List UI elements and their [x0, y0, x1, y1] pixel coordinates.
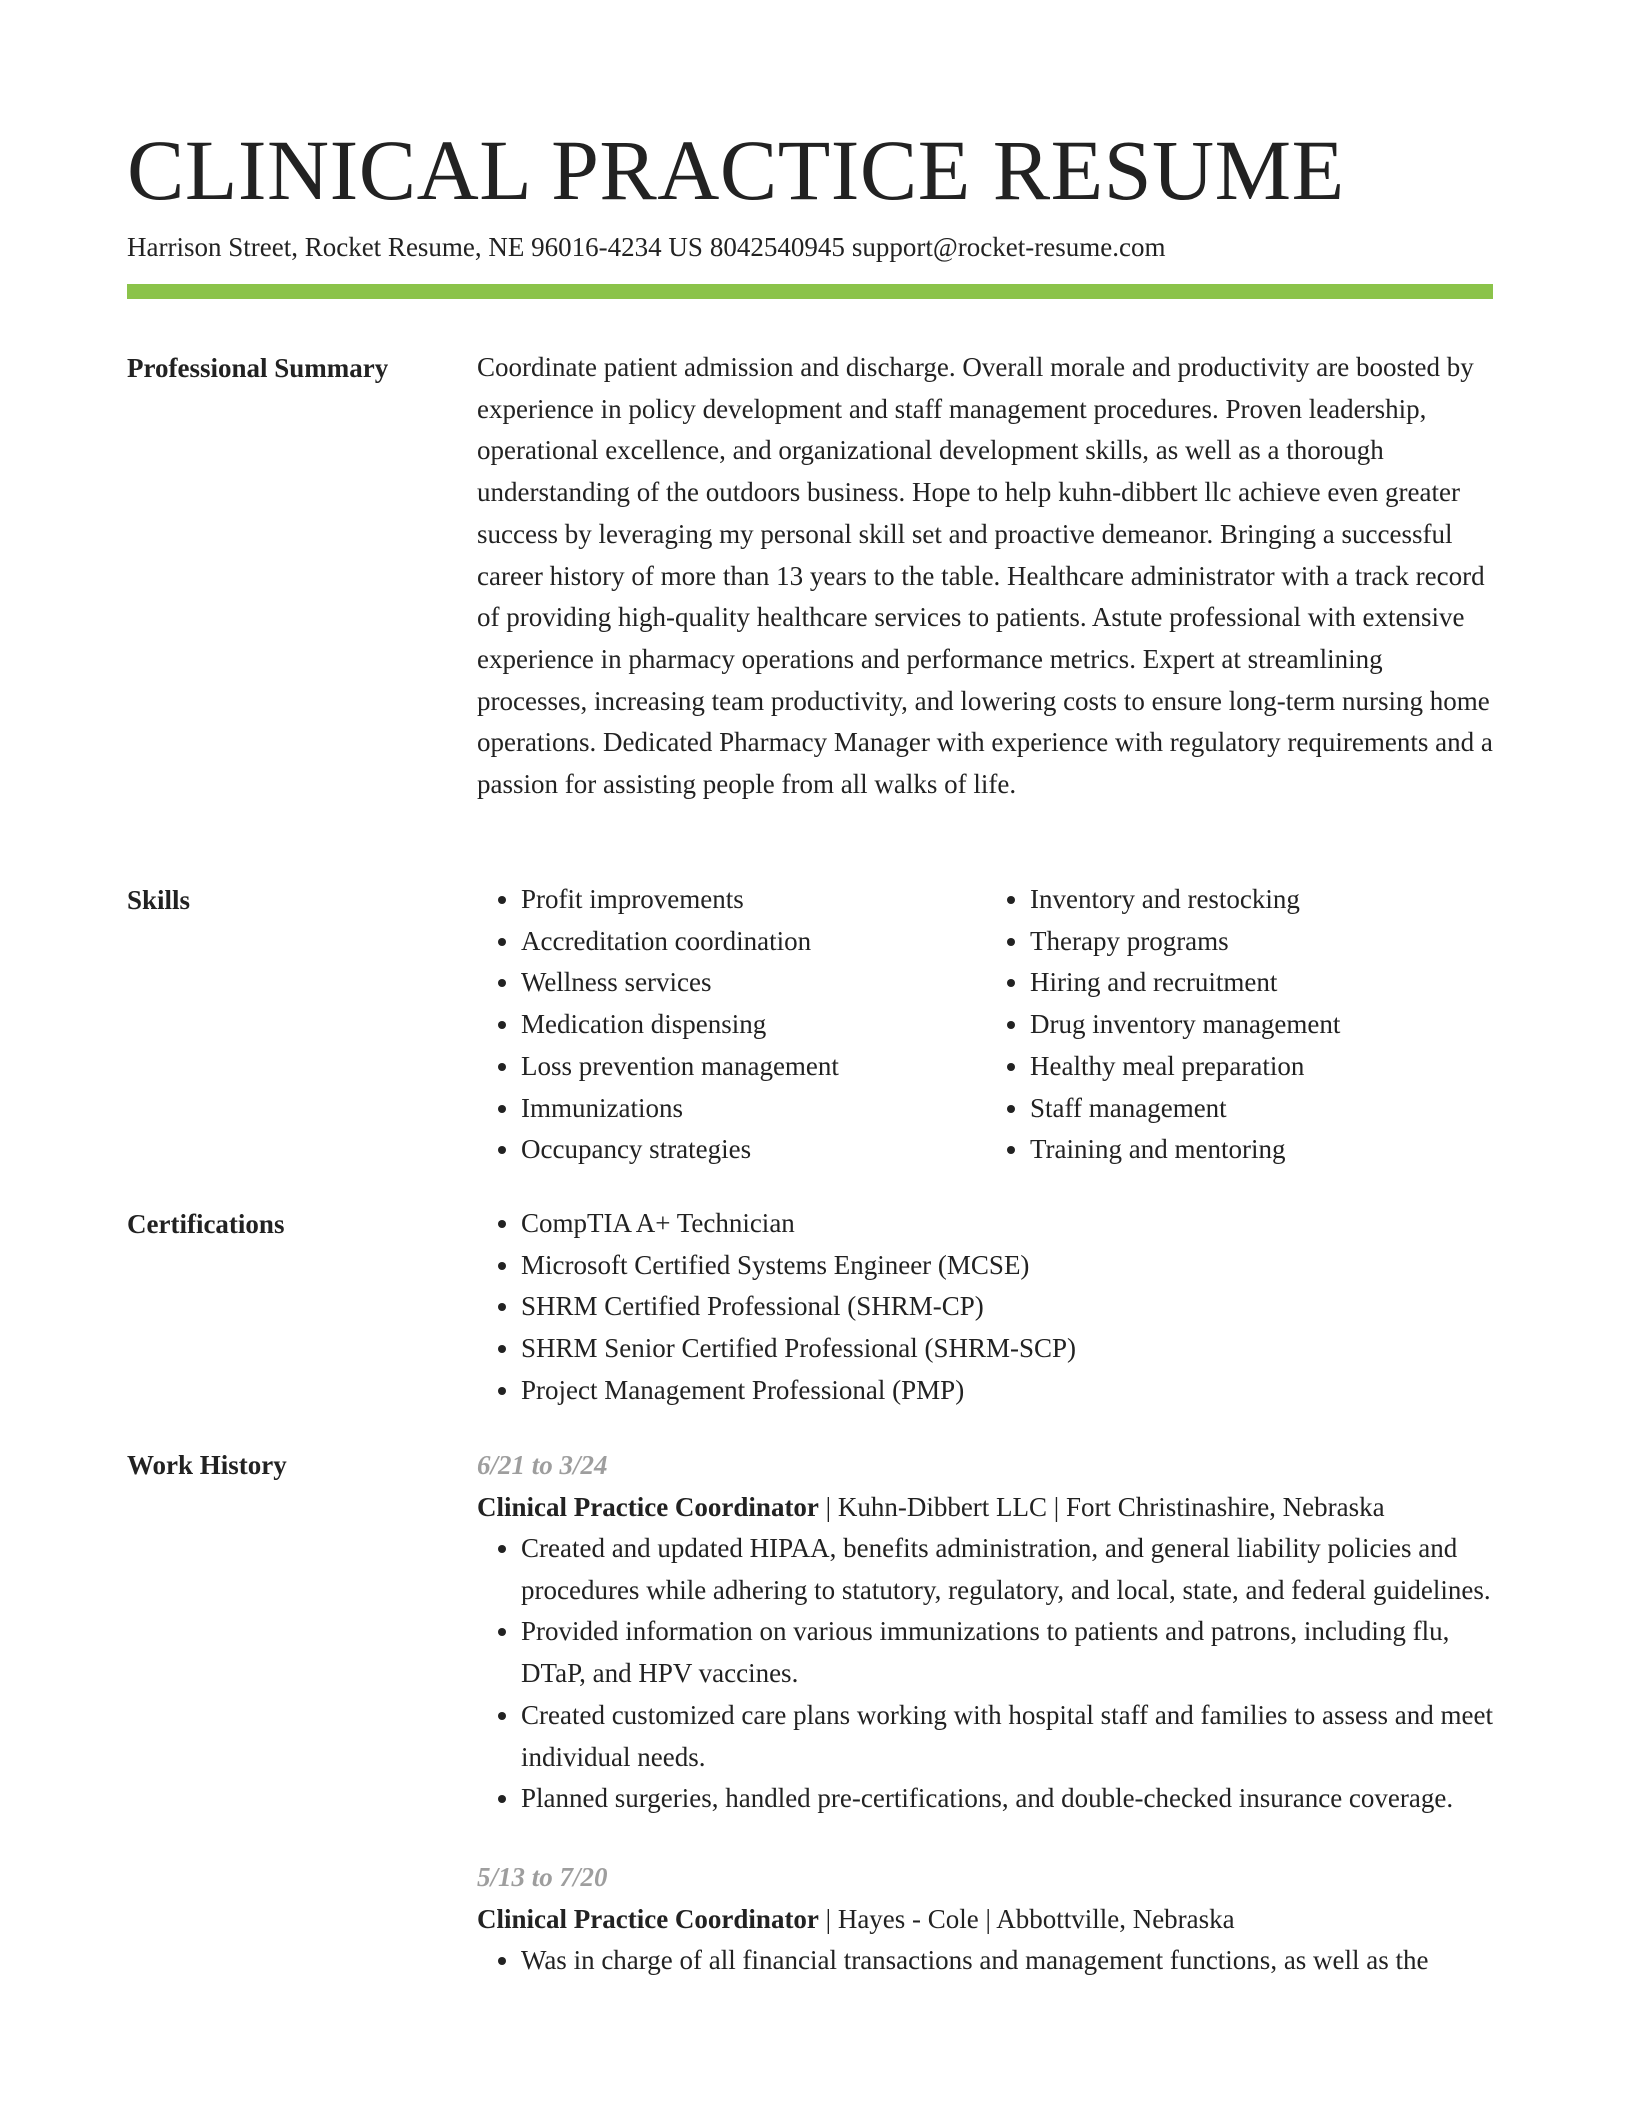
accent-divider — [127, 284, 1493, 299]
list-item: • Created and updated HIPAA, benefits administration, and general liability policies and procedures while adhering to statutory, regulatory, and local, state, and federal guidelines. — [521, 1528, 1495, 1611]
list-item: • Occupancy strategies — [521, 1129, 986, 1171]
phone-number: 8042540945 — [709, 232, 845, 262]
skills-heading: Skills — [127, 885, 191, 915]
work-history-heading: Work History — [127, 1450, 287, 1480]
job-dates: 6/21 to 3/24 — [477, 1450, 608, 1480]
address: Harrison Street, Rocket Resume, NE 96016-4234 US — [127, 232, 703, 262]
list-item: • Profit improvements — [521, 879, 986, 921]
job-dates: 5/13 to 7/20 — [477, 1861, 608, 1892]
job-heading — [477, 1486, 1495, 1528]
job-details: | Hayes - Cole | Abbottville, Nebraska — [818, 1903, 1235, 1934]
list-item: • Provided information on various immunizations to patients and patrons, including flu, DTaP, and HPV vaccines. — [521, 1611, 1495, 1694]
summary-text: Coordinate patient admission and discharge. Overall morale and productivity are boosted by experience in policy development and staff management procedures. Proven leadership, operational excellence, and organizational development skills, as well as a thorough understanding of the outdoors business. Hope to help kuhn-dibbert llc achieve even greater success by leveraging my personal skill set and proactive demeanor. Bringing a successful career history of more than 13 years to the table. Healthcare administrator with a track record of providing high-quality healthcare services to patients. Astute professional with extensive experience in pharmacy operations and performance metrics. Expert at streamlining processes, increasing team productivity, and lowering costs to ensure long-term nursing home operations. Dedicated Pharmacy Manager with experience with regulatory requirements and a passion for assisting people from all walks of life. — [477, 352, 1493, 800]
job-heading — [477, 1898, 1495, 1940]
list-item: • SHRM Senior Certified Professional (SHRM-SCP) — [521, 1328, 1495, 1370]
contact-line — [127, 229, 1165, 265]
job-title: Clinical Practice Coordinator — [477, 1903, 819, 1934]
job-bullets — [477, 1528, 1495, 1820]
list-item: • Immunizations — [521, 1088, 986, 1130]
list-item: • Hiring and recruitment — [1030, 962, 1495, 1004]
list-item: • Was in charge of all financial transactions and management functions, as well as the — [521, 1940, 1495, 1982]
summary-heading: Professional Summary — [127, 353, 389, 383]
list-item: • Accreditation coordination — [521, 921, 986, 963]
list-item: • Inventory and restocking — [1030, 879, 1495, 921]
list-item: • Healthy meal preparation — [1030, 1046, 1495, 1088]
job-details: | Kuhn-Dibbert LLC | Fort Christinashire, Nebraska — [818, 1492, 1385, 1522]
skills-list-right — [986, 879, 1495, 1171]
list-item: • Therapy programs — [1030, 921, 1495, 963]
job-entry — [477, 1856, 1495, 1982]
list-item: • Created customized care plans working with hospital staff and families to assess and meet individual needs. — [521, 1695, 1495, 1778]
certifications-heading: Certifications — [127, 1209, 285, 1239]
list-item: • Drug inventory management — [1030, 1004, 1495, 1046]
list-item: • Wellness services — [521, 962, 986, 1004]
list-item: • Loss prevention management — [521, 1046, 986, 1088]
list-item: • Microsoft Certified Systems Engineer (MCSE) — [521, 1245, 1495, 1287]
resume-title: CLINICAL PRACTICE RESUME — [127, 122, 1345, 218]
list-item: • Medication dispensing — [521, 1004, 986, 1046]
list-item: • Staff management — [1030, 1088, 1495, 1130]
list-item: • SHRM Certified Professional (SHRM-CP) — [521, 1286, 1495, 1328]
job-title: Clinical Practice Coordinator — [477, 1492, 819, 1522]
job-bullets — [477, 1940, 1495, 1982]
skills-list-left — [477, 879, 986, 1171]
list-item: • Planned surgeries, handled pre-certifications, and double-checked insurance coverage. — [521, 1778, 1495, 1820]
certifications-list — [477, 1203, 1495, 1412]
job-entry — [477, 1444, 1495, 1820]
email-address: support@rocket-resume.com — [851, 232, 1166, 262]
list-item: • Training and mentoring — [1030, 1129, 1495, 1171]
list-item: • Project Management Professional (PMP) — [521, 1370, 1495, 1412]
list-item: • CompTIA A+ Technician — [521, 1203, 1495, 1245]
